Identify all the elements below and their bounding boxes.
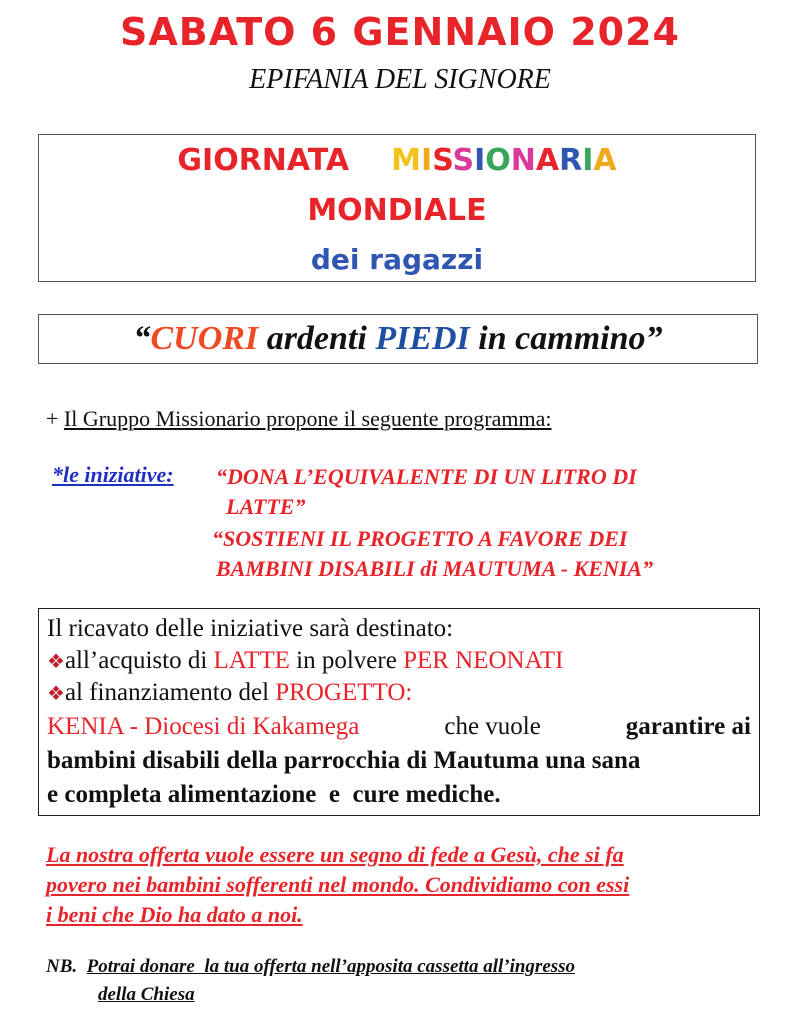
proceeds-line-5: bambini disabili della parrocchia di Mautuma una sana [47,747,641,774]
letter: O [485,143,511,178]
motto-ardenti: ardenti [258,320,376,357]
motto-cuori: CUORI [150,320,259,357]
proceeds-box [38,608,760,816]
letter: R [559,143,583,178]
note-line-1 [46,956,575,978]
kenia-diocese: KENIA - Diocesi di Kakamega [47,713,360,740]
initiatives-label-text: *le iniziative [52,462,167,487]
initiatives-label [52,462,174,488]
proceeds-bullet-1 [47,647,563,675]
program-text: Il Gruppo Missionario propone il seguente programma: [63,406,552,431]
initiative-2-line-2: BAMBINI DISABILI di MAUTUMA - KENIA” [216,556,654,581]
initiatives-colon: : [166,462,174,487]
letter: S [432,143,453,178]
initiative-1-line-2: LATTE” [226,494,306,519]
event-line-3: dei ragazzi [310,243,484,276]
bullet-1-text-b: in polvere [289,647,404,674]
letter: A [593,143,617,178]
letter: N [510,143,536,178]
note-text-1: Potrai donare la tua offerta nell’apposita cassetta all’ingresso [86,956,576,977]
che-vuole: che vuole [444,713,541,740]
letter: M [391,143,422,178]
motto-piedi: PIEDI [375,320,470,357]
event-line-2: MONDIALE [307,193,487,228]
bullet-1-latte: LATTE [213,647,290,674]
bullet-2-progetto: PROGETTO: [275,679,413,706]
motto-in-cammino: in cammino [469,320,646,357]
bullet-1-text-a: all’acquisto di [64,647,214,674]
proceeds-intro: Il ricavato delle iniziative sarà destinato: [47,615,454,642]
open-quote: “ [133,320,151,357]
letter: I [474,143,486,178]
diamond-bullet-icon: ❖ [47,683,65,705]
word-giornata: GIORNATA [177,143,350,178]
event-date: SABATO 6 GENNAIO 2024 [120,10,680,54]
bullet-1-neonati: PER NEONATI [403,647,564,674]
letter: I [421,143,433,178]
garantire: garantire ai [625,713,751,740]
close-quote: ” [645,320,663,357]
proceeds-bullet-2 [47,679,412,707]
diamond-bullet-icon: ❖ [47,651,65,673]
closing-line-2: povero nei bambini sofferenti nel mondo. Condividiamo con essi [46,872,630,897]
initiative-2-line-1: “SOSTIENI IL PROGETTO A FAVORE DEI [212,526,628,551]
letter: A [535,143,560,178]
feast-title: EPIFANIA DEL SIGNORE [249,64,551,95]
initiative-1-line-1: “DONA L’EQUIVALENTE DI UN LITRO DI [216,464,637,489]
note-line-2: della Chiesa [98,984,195,1005]
program-line [46,406,552,432]
proceeds-line-4 [47,713,751,741]
word-missionaria [391,143,616,178]
plus-sign: + [46,406,64,431]
motto-box [38,314,758,364]
proceeds-line-6: e completa alimentazione e cure mediche. [47,781,501,808]
letter: I [582,143,594,178]
closing-line-1: La nostra offerta vuole essere un segno di fede a Gesù, che si fa [46,842,624,867]
note-prefix: NB. [46,956,78,977]
closing-line-3: i beni che Dio ha dato a noi. [46,902,303,927]
letter: S [452,143,475,178]
event-box [38,134,756,282]
bullet-2-text: al finanziamento del [64,679,276,706]
event-line-1 [39,143,755,178]
